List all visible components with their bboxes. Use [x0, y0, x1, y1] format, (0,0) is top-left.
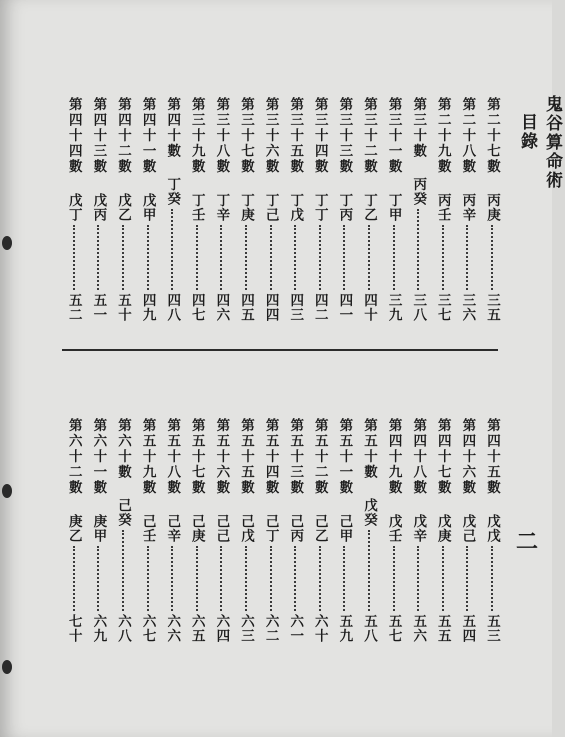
toc-entry — [260, 418, 282, 643]
dot-leader — [368, 530, 370, 611]
toc-entry — [333, 97, 355, 322]
entry-label: 第五十四數 — [262, 418, 279, 496]
toc-entry — [63, 97, 85, 322]
entry-page-number: 四一 — [336, 293, 353, 322]
entry-label: 第四十一數 — [139, 97, 156, 175]
entry-label: 第三十一數 — [385, 97, 402, 175]
entry-stems: 丁癸 — [164, 177, 181, 206]
entry-page-number: 五十 — [115, 293, 131, 322]
dot-leader — [442, 546, 444, 612]
toc-entry — [407, 97, 429, 322]
dot-leader — [97, 546, 99, 612]
entry-stems: 己甲 — [336, 513, 353, 543]
entry-stems: 己辛 — [164, 513, 181, 543]
toc-entry — [481, 97, 503, 322]
entry-stems: 己丁 — [262, 513, 279, 543]
dot-leader — [442, 225, 444, 291]
dot-leader — [417, 546, 419, 612]
dot-leader — [196, 546, 198, 612]
dot-leader — [147, 225, 149, 291]
entry-stems: 丁乙 — [361, 192, 377, 222]
entry-stems: 丁庚 — [238, 192, 254, 222]
entry-label: 第六十二數 — [65, 418, 82, 496]
entry-stems: 戊己 — [459, 513, 476, 543]
dot-leader — [393, 225, 395, 291]
entry-page-number: 三九 — [385, 293, 402, 322]
entry-stems: 丙辛 — [459, 192, 476, 222]
entry-label: 第二十九數 — [434, 97, 451, 175]
toc-entry — [186, 418, 208, 643]
entry-label: 第三十八數 — [213, 97, 230, 175]
entry-page-number: 三八 — [410, 293, 427, 322]
entry-label: 第五十六數 — [213, 418, 230, 496]
entry-page-number: 四九 — [139, 293, 156, 322]
entry-stems: 丁戊 — [287, 192, 304, 222]
entry-stems: 己癸 — [115, 498, 131, 527]
entry-stems: 丁己 — [262, 192, 279, 222]
dot-leader — [245, 225, 247, 291]
dot-leader — [294, 225, 296, 291]
entry-label: 第四十二數 — [115, 97, 131, 175]
entry-stems: 己丙 — [287, 513, 304, 543]
entry-label: 第四十數 — [164, 97, 181, 159]
entry-page-number: 五七 — [385, 614, 402, 643]
dot-leader — [147, 546, 149, 612]
entry-label: 第二十七數 — [484, 97, 500, 175]
entry-label: 第四十八數 — [410, 418, 427, 496]
entry-label: 第二十八數 — [459, 97, 476, 175]
binding-hole — [2, 236, 12, 250]
toc-entry — [186, 97, 208, 322]
toc-entry — [260, 97, 282, 322]
dot-leader — [294, 546, 296, 612]
entry-page-number: 五二 — [65, 293, 82, 322]
entry-stems: 丁丙 — [336, 192, 353, 222]
entry-page-number: 六八 — [115, 614, 131, 643]
toc-entry — [383, 418, 405, 643]
entry-stems: 戊庚 — [434, 513, 451, 543]
book-title: 鬼谷算命術 — [542, 95, 562, 190]
dot-leader — [393, 546, 395, 612]
dot-leader — [171, 546, 173, 612]
entry-stems: 己壬 — [139, 513, 156, 543]
toc-entry — [112, 97, 134, 322]
entry-stems: 己戊 — [238, 513, 254, 543]
dot-leader — [73, 225, 75, 291]
entry-page-number: 五八 — [361, 614, 377, 643]
dot-leader — [122, 225, 124, 291]
toc-entry — [333, 418, 355, 643]
entry-stems: 庚乙 — [65, 513, 82, 543]
entry-label: 第五十七數 — [188, 418, 205, 496]
entry-label: 第五十一數 — [336, 418, 353, 496]
entry-page-number: 六五 — [188, 614, 205, 643]
entry-stems: 戊癸 — [361, 498, 377, 527]
toc-entry — [432, 97, 454, 322]
entry-page-number: 六九 — [90, 614, 107, 643]
dot-leader — [368, 225, 370, 291]
entry-stems: 戊乙 — [115, 192, 131, 222]
dot-leader — [196, 225, 198, 291]
toc-entry — [481, 418, 503, 643]
toc-entry — [284, 418, 306, 643]
toc-entry — [456, 418, 478, 643]
toc-entry — [358, 97, 380, 322]
entry-stems: 庚甲 — [90, 513, 107, 543]
dot-leader — [319, 225, 321, 291]
entry-label: 第三十三數 — [336, 97, 353, 175]
entry-label: 第五十數 — [361, 418, 377, 480]
entry-page-number: 六一 — [287, 614, 304, 643]
toc-entry — [210, 418, 232, 643]
entry-page-number: 四十 — [361, 293, 377, 322]
entry-label: 第五十九數 — [139, 418, 156, 496]
entry-stems: 己乙 — [311, 513, 328, 543]
dot-leader — [491, 225, 493, 291]
entry-label: 第三十二數 — [361, 97, 377, 175]
dot-leader — [270, 546, 272, 612]
entry-page-number: 五九 — [336, 614, 353, 643]
toc-entry — [432, 418, 454, 643]
toc-entry — [309, 418, 331, 643]
entry-page-number: 四三 — [287, 293, 304, 322]
dot-leader — [97, 225, 99, 291]
toc-entry — [87, 418, 109, 643]
page-number: 二 — [516, 529, 539, 555]
entry-label: 第五十二數 — [311, 418, 328, 496]
entry-page-number: 三六 — [459, 293, 476, 322]
toc-entry — [407, 418, 429, 643]
entry-stems: 丁辛 — [213, 192, 230, 222]
entry-label: 第四十七數 — [434, 418, 451, 496]
entry-stems: 丁壬 — [188, 192, 205, 222]
entry-page-number: 四五 — [238, 293, 254, 322]
toc-entry — [137, 97, 159, 322]
toc-entry — [161, 418, 183, 643]
toc-entry — [63, 418, 85, 643]
dot-leader — [73, 546, 75, 612]
entry-stems: 戊戊 — [484, 513, 500, 543]
entry-page-number: 五六 — [410, 614, 427, 643]
entry-label: 第三十七數 — [238, 97, 254, 175]
dot-leader — [171, 209, 173, 290]
entry-stems: 己庚 — [188, 513, 205, 543]
entry-label: 第六十一數 — [90, 418, 107, 496]
entry-stems: 戊甲 — [139, 192, 156, 222]
entry-page-number: 四四 — [262, 293, 279, 322]
section-divider — [62, 349, 498, 351]
entry-stems: 丙癸 — [410, 177, 427, 206]
entry-label: 第五十五數 — [238, 418, 254, 496]
binding-hole — [2, 660, 12, 674]
entry-stems: 戊丁 — [65, 192, 82, 222]
entry-stems: 丁丁 — [311, 192, 328, 222]
entry-stems: 戊丙 — [90, 192, 107, 222]
entry-page-number: 六七 — [139, 614, 156, 643]
toc-entry — [284, 97, 306, 322]
dot-leader — [466, 225, 468, 291]
entry-stems: 戊辛 — [410, 513, 427, 543]
dot-leader — [466, 546, 468, 612]
entry-label: 第四十五數 — [484, 418, 500, 496]
entry-page-number: 六三 — [238, 614, 254, 643]
dot-leader — [343, 546, 345, 612]
toc-entry — [309, 97, 331, 322]
toc-entry — [137, 418, 159, 643]
dot-leader — [319, 546, 321, 612]
dot-leader — [220, 225, 222, 291]
dot-leader — [343, 225, 345, 291]
entry-stems: 己己 — [213, 513, 230, 543]
toc-entry — [112, 418, 134, 643]
entry-page-number: 五四 — [459, 614, 476, 643]
dot-leader — [245, 546, 247, 612]
dot-leader — [270, 225, 272, 291]
entry-page-number: 四七 — [188, 293, 205, 322]
toc-entry — [235, 97, 257, 322]
dot-leader — [122, 530, 124, 611]
entry-label: 第四十九數 — [385, 418, 402, 496]
toc-entry — [161, 97, 183, 322]
entry-page-number: 六十 — [311, 614, 328, 643]
entry-stems: 丙壬 — [434, 192, 451, 222]
entry-label: 第三十六數 — [262, 97, 279, 175]
entry-label: 第三十四數 — [311, 97, 328, 175]
toc-entry — [87, 97, 109, 322]
entry-page-number: 六四 — [213, 614, 230, 643]
entry-page-number: 三五 — [484, 293, 500, 322]
entry-label: 第六十數 — [115, 418, 131, 480]
toc-entry — [210, 97, 232, 322]
entry-label: 第四十三數 — [90, 97, 107, 175]
dot-leader — [220, 546, 222, 612]
entry-page-number: 四二 — [311, 293, 328, 322]
dot-leader — [491, 546, 493, 612]
entry-label: 第三十數 — [410, 97, 427, 159]
dot-leader — [417, 209, 419, 290]
entry-page-number: 五一 — [90, 293, 107, 322]
toc-entry — [358, 418, 380, 643]
entry-label: 第三十五數 — [287, 97, 304, 175]
entry-stems: 丁甲 — [385, 192, 402, 222]
entry-page-number: 四六 — [213, 293, 230, 322]
entry-page-number: 五五 — [434, 614, 451, 643]
binding-hole — [2, 484, 12, 498]
entry-label: 第三十九數 — [188, 97, 205, 175]
toc-entry — [235, 418, 257, 643]
entry-page-number: 三七 — [434, 293, 451, 322]
entry-page-number: 七十 — [65, 614, 82, 643]
entry-label: 第五十八數 — [164, 418, 181, 496]
toc-entry — [456, 97, 478, 322]
entry-page-number: 五三 — [484, 614, 500, 643]
toc-entry — [383, 97, 405, 322]
entry-label: 第四十六數 — [459, 418, 476, 496]
entry-page-number: 六二 — [262, 614, 279, 643]
entry-stems: 丙庚 — [484, 192, 500, 222]
section-title: 目錄 — [517, 113, 537, 151]
entry-label: 第四十四數 — [65, 97, 82, 175]
entry-page-number: 六六 — [164, 614, 181, 643]
entry-page-number: 四八 — [164, 293, 181, 322]
running-header — [515, 95, 565, 190]
entry-label: 第五十三數 — [287, 418, 304, 496]
entry-stems: 戊壬 — [385, 513, 402, 543]
